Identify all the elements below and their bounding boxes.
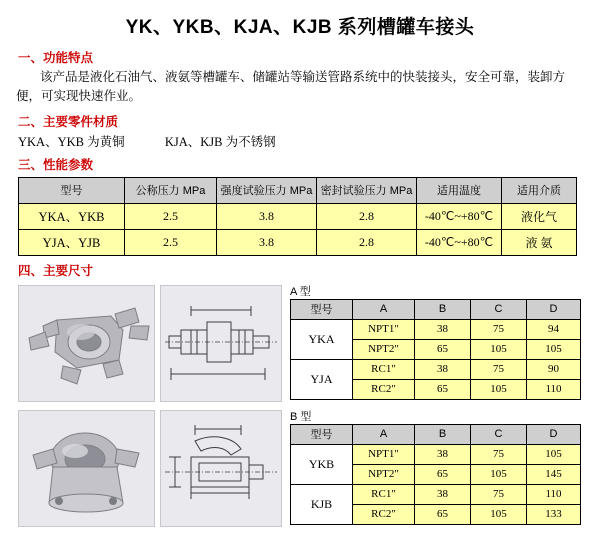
dimA-r2-a: RC1" xyxy=(353,359,415,379)
table-row xyxy=(291,319,581,339)
product-photo-a xyxy=(18,285,155,402)
perf-r0-c4: -40℃~+80℃ xyxy=(417,203,502,229)
dimensions-area xyxy=(0,285,600,535)
dimA-r2-model: YJA xyxy=(291,359,353,399)
section-heading-dimensions: 四、主要尺寸 xyxy=(18,263,94,278)
dimA-col-2: B xyxy=(415,299,471,319)
perf-col-2: 强度试验压力 MPa xyxy=(217,177,317,203)
perf-r0-c2: 3.8 xyxy=(217,203,317,229)
dimA-r1-c: 105 xyxy=(471,339,527,359)
coupling-drawing-b-graphic xyxy=(161,411,281,526)
perf-col-0: 型号 xyxy=(19,177,125,203)
perf-r0-c0: YKA、YKB xyxy=(19,203,125,229)
section-heading-performance: 三、性能参数 xyxy=(18,157,94,172)
perf-r1-c0: YJA、YJB xyxy=(19,229,125,255)
table-header-row xyxy=(291,299,581,319)
performance-table xyxy=(18,177,577,256)
dimB-r0-d: 105 xyxy=(527,444,581,464)
dimA-r0-c: 75 xyxy=(471,319,527,339)
dimA-r3-b: 65 xyxy=(415,379,471,399)
perf-r1-c4: -40℃~+80℃ xyxy=(417,229,502,255)
dimB-r2-c: 75 xyxy=(471,484,527,504)
dimA-r2-d: 90 xyxy=(527,359,581,379)
dimB-col-1: A xyxy=(353,424,415,444)
material-right: KJA、KJB 为不锈钢 xyxy=(164,134,276,149)
product-drawing-b xyxy=(160,410,282,527)
table-row xyxy=(291,484,581,504)
dimB-r3-d: 133 xyxy=(527,504,581,524)
dimension-table-b xyxy=(290,424,581,525)
dimB-r3-c: 105 xyxy=(471,504,527,524)
coupling-drawing-a-graphic xyxy=(161,286,281,401)
dimB-col-3: C xyxy=(471,424,527,444)
dimension-table-a xyxy=(290,299,581,400)
dimA-col-0: 型号 xyxy=(291,299,353,319)
coupling-photo-a-graphic xyxy=(19,286,154,401)
perf-r0-c3: 2.8 xyxy=(317,203,417,229)
table-row xyxy=(19,229,577,255)
perf-r1-c5: 液 氨 xyxy=(502,229,577,255)
table-row xyxy=(19,203,577,229)
dimB-r0-c: 75 xyxy=(471,444,527,464)
dimB-r0-a: NPT1" xyxy=(353,444,415,464)
dimA-r1-a: NPT2" xyxy=(353,339,415,359)
dimB-r0-b: 38 xyxy=(415,444,471,464)
section-heading-features: 一、功能特点 xyxy=(18,51,94,65)
table-row xyxy=(291,359,581,379)
dimB-r1-d: 145 xyxy=(527,464,581,484)
features-body: 该产品是液化石油气、液氨等槽罐车、储罐站等输送管路系统中的快装接头，安全可靠，装卸方便，可实现快速作业。 xyxy=(16,70,566,104)
dimB-r1-b: 65 xyxy=(415,464,471,484)
dimB-col-2: B xyxy=(415,424,471,444)
dimension-caption-b: B 型 xyxy=(290,410,312,423)
material-line xyxy=(18,132,600,150)
dimB-r3-b: 65 xyxy=(415,504,471,524)
dimB-r1-a: NPT2" xyxy=(353,464,415,484)
product-drawing-a xyxy=(160,285,282,402)
perf-col-4: 适用温度 xyxy=(417,177,502,203)
dimB-r2-b: 38 xyxy=(415,484,471,504)
perf-r0-c1: 2.5 xyxy=(125,203,217,229)
dimA-r0-b: 38 xyxy=(415,319,471,339)
dimB-r2-d: 110 xyxy=(527,484,581,504)
dimB-r2-a: RC1" xyxy=(353,484,415,504)
perf-r0-c5: 液化气 xyxy=(502,203,577,229)
dimA-r0-model: YKA xyxy=(291,319,353,359)
dimB-col-4: D xyxy=(527,424,581,444)
dimA-r1-b: 65 xyxy=(415,339,471,359)
dimA-r3-c: 105 xyxy=(471,379,527,399)
coupling-photo-b-graphic xyxy=(19,411,154,526)
section-heading-material: 二、主要零件材质 xyxy=(18,114,119,129)
dimA-r3-a: RC2" xyxy=(353,379,415,399)
dimA-r2-b: 38 xyxy=(415,359,471,379)
dimB-r2-model: KJB xyxy=(291,484,353,524)
dimA-col-1: A xyxy=(353,299,415,319)
dimA-r3-d: 110 xyxy=(527,379,581,399)
table-header-row xyxy=(19,177,577,203)
product-photo-b xyxy=(18,410,155,527)
dimA-r2-c: 75 xyxy=(471,359,527,379)
page-title: YK、YKB、KJA、KJB 系列槽罐车接头 xyxy=(125,17,475,38)
dimB-r3-a: RC2" xyxy=(353,504,415,524)
perf-col-3: 密封试验压力 MPa xyxy=(317,177,417,203)
dimA-r1-d: 105 xyxy=(527,339,581,359)
dimB-r0-model: YKB xyxy=(291,444,353,484)
table-row xyxy=(291,444,581,464)
material-left: YKA、YKB 为黄铜 xyxy=(18,134,125,149)
perf-r1-c1: 2.5 xyxy=(125,229,217,255)
dimB-r1-c: 105 xyxy=(471,464,527,484)
perf-r1-c3: 2.8 xyxy=(317,229,417,255)
perf-r1-c2: 3.8 xyxy=(217,229,317,255)
dimA-col-3: C xyxy=(471,299,527,319)
dimB-col-0: 型号 xyxy=(291,424,353,444)
dimA-r0-a: NPT1" xyxy=(353,319,415,339)
table-header-row xyxy=(291,424,581,444)
dimA-r0-d: 94 xyxy=(527,319,581,339)
perf-col-1: 公称压力 MPa xyxy=(125,177,217,203)
dimA-col-4: D xyxy=(527,299,581,319)
dimension-caption-a: A 型 xyxy=(290,285,311,298)
perf-col-5: 适用介质 xyxy=(502,177,577,203)
